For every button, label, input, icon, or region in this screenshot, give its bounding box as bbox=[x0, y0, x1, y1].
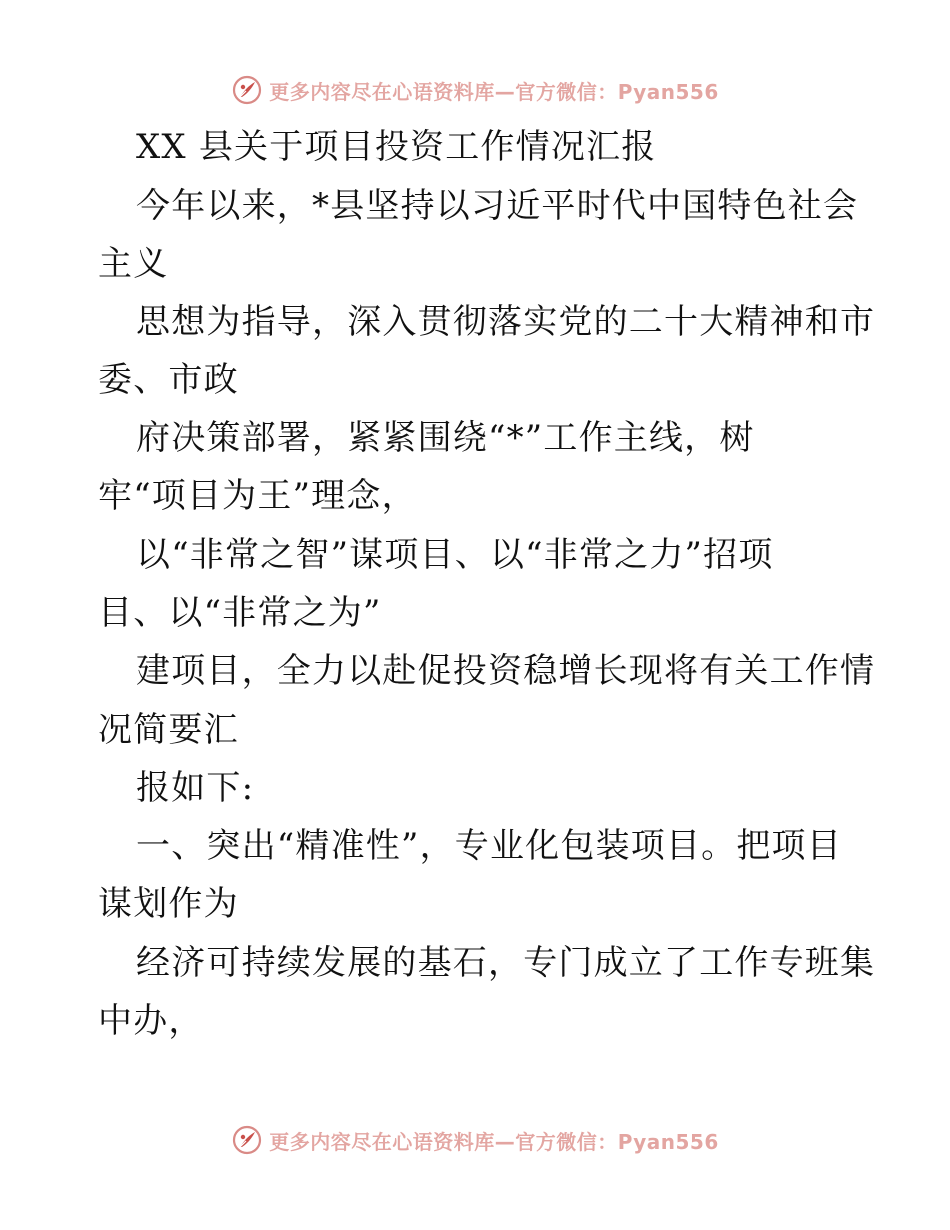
paragraph-line: 中办， bbox=[98, 1001, 204, 1041]
section-heading-line: 一、突出“精准性”，专业化包装项目。把项目 bbox=[136, 826, 842, 866]
watermark-suffix: 官方微信：Pyan556 bbox=[515, 1129, 719, 1154]
watermark-main-text: 更多内容尽在心语资料库 bbox=[269, 1129, 495, 1154]
paragraph-line: 报如下: bbox=[136, 768, 255, 808]
watermark-text bbox=[269, 1126, 719, 1155]
paragraph-line: 思想为指导，深入贯彻落实党的二十大精神和市 bbox=[136, 302, 876, 342]
paragraph-line: 建项目，全力以赴促投资稳增长现将有关工作情 bbox=[136, 651, 876, 691]
paragraph-line: 委、市政 bbox=[98, 360, 239, 400]
paragraph-line: 府决策部署，紧紧围绕“*”工作主线，树 bbox=[136, 418, 755, 458]
watermark-dash: — bbox=[494, 79, 516, 104]
feather-pen-logo-icon bbox=[231, 1124, 263, 1156]
watermark-suffix: 官方微信：Pyan556 bbox=[515, 79, 719, 104]
watermark-dash: — bbox=[494, 1129, 516, 1154]
paragraph-line: 今年以来，*县坚持以习近平时代中国特色社会 bbox=[136, 186, 859, 226]
paragraph-line: 经济可持续发展的基石，专门成立了工作专班集 bbox=[136, 943, 876, 983]
feather-pen-logo-icon bbox=[231, 74, 263, 106]
paragraph-line: 目、以“非常之为” bbox=[98, 593, 382, 633]
watermark-banner-bottom bbox=[0, 1120, 950, 1160]
watermark-banner-top bbox=[0, 70, 950, 110]
document-title: XX 县关于项目投资工作情况汇报 bbox=[136, 127, 657, 167]
watermark-text bbox=[269, 76, 719, 105]
watermark-main-text: 更多内容尽在心语资料库 bbox=[269, 79, 495, 104]
paragraph-line: 谋划作为 bbox=[98, 884, 239, 924]
paragraph-line: 主义 bbox=[98, 244, 169, 284]
paragraph-line: 况简要汇 bbox=[98, 710, 239, 750]
paragraph-line: 牢“项目为王”理念， bbox=[98, 476, 417, 516]
paragraph-line: 以“非常之智”谋项目、以“非常之力”招项 bbox=[136, 535, 774, 575]
